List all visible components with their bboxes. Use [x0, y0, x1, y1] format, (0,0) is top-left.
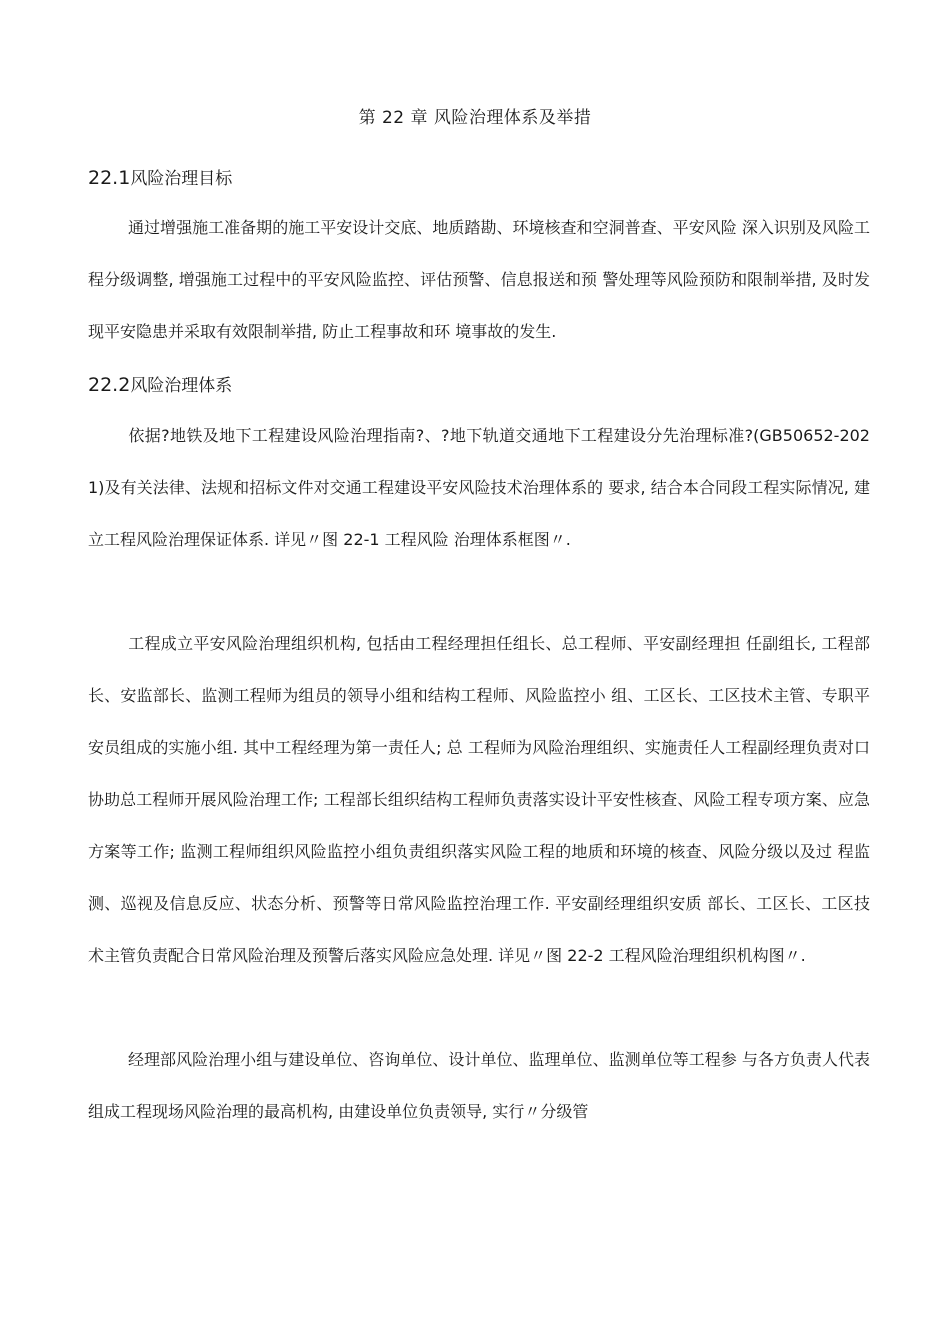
section-number: 22.2	[88, 374, 131, 396]
paragraph-risk-system	[88, 410, 870, 566]
section-title: 风险治理目标	[130, 169, 233, 189]
paragraph-text: 通过增强施工准备期的施工平安设计交底、地质踏勘、环境核查和空洞普查、平安风险 深入识别及风险工程分级调整, 增强施工过程中的平安风险监控、评估预警、信息报送和预 警处理等风险预防和限制举措, 及时发现平安隐患并采取有效限制举措, 防止工程事故和环 境事故的发生.	[88, 218, 870, 341]
chapter-title: 第 22 章 风险治理体系及举措	[358, 108, 592, 128]
paragraph-text: 经理部风险治理小组与建设单位、咨询单位、设计单位、监理单位、监测单位等工程参 与各方负责人代表组成工程现场风险治理的最高机构, 由建设单位负责领导, 实行〃分级管	[88, 1050, 870, 1121]
paragraph-text: 依据?地铁及地下工程建设风险治理指南?、?地下轨道交通地下工程建设分先治理标准?(GB50652-2021)及有关法律、法规和招标文件对交通工程建设平安风险技术治理体系的 要求, 结合本合同段工程实际情况, 建立工程风险治理保证体系. 详见〃图 22-1 工程风险 治理体系框图〃.	[88, 426, 870, 549]
paragraph-management	[88, 1034, 870, 1138]
section-title: 风险治理体系	[130, 376, 233, 396]
paragraph-organization	[88, 618, 870, 982]
section-heading-22-1	[88, 166, 232, 191]
section-number: 22.1	[88, 167, 131, 189]
section-heading-22-2	[88, 373, 232, 398]
paragraph-text: 工程成立平安风险治理组织机构, 包括由工程经理担任组长、总工程师、平安副经理担 任副组长, 工程部长、安监部长、监测工程师为组员的领导小组和结构工程师、风险监控小 组、工区长、工区技术主管、专职平安员组成的实施小组. 其中工程经理为第一责任人; 总 工程师为风险治理组织、实施责任人工程副经理负责对口协助总工程师开展风险治理工作; 工程部长组织结构工程师负责落实设计平安性核查、风险工程专项方案、应急方案等工作; 监测工程师组织风险监控小组负责组织落实风险工程的地质和环境的核查、风险分级以及过 程监测、巡视及信息反应、状态分析、预警等日常风险监控治理工作. 平安副经理组织安质 部长、工区长、工区技术主管负责配合日常风险治理及预警后落实风险应急处理. 详见〃图 22-2 工程风险治理组织机构图〃.	[88, 634, 870, 965]
paragraph-risk-goal	[88, 202, 870, 358]
